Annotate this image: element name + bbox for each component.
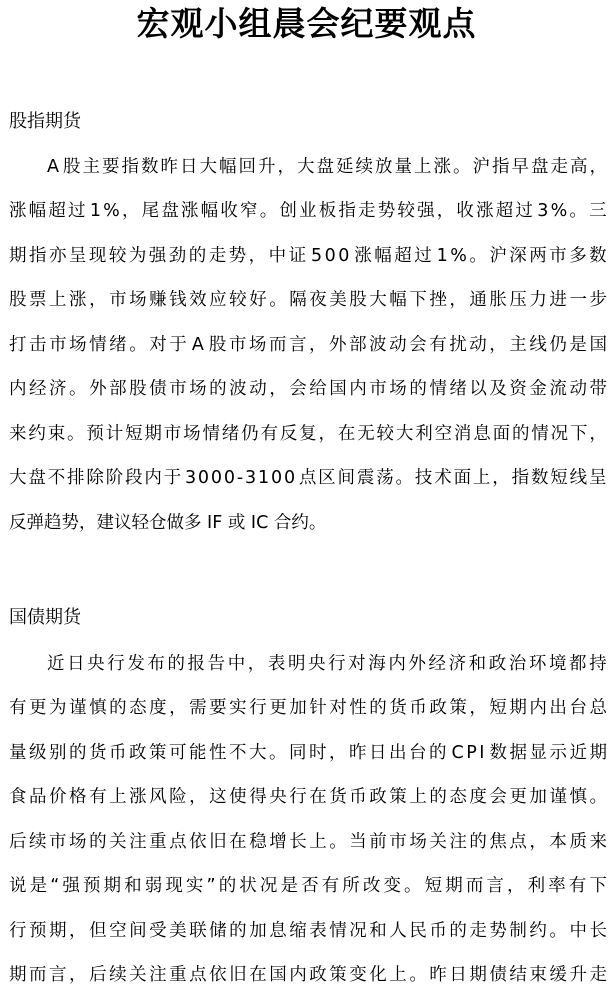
paragraph-line: 有 更 为 谨 慎 的 态 度 ， 需 要 实 行 更 加 针 对 性 的 货 币 政 策 ， 短 期 内 出 台 总 bbox=[9, 698, 607, 718]
paragraph-line: 期 指 亦 呈 现 较 为 强 劲 的 走 势 ， 中 证 5 0 0 涨 幅 超 过 1 % 。 沪 深 两 市 多 数 bbox=[9, 246, 607, 266]
paragraph-line: 打 击 市 场 情 绪 。 对 于 A 股 市 场 而 言 ， 外 部 波 动 会 有 扰 动 ， 主 线 仍 是 国 bbox=[9, 335, 607, 355]
paragraph-line: 行 预 期 ， 但 空 间 受 美 联 储 的 加 息 缩 表 情 况 和 人 民 币 的 走 势 制 约 。 中 长 bbox=[9, 921, 607, 941]
paragraph-line: 后 续 市 场 的 关 注 重 点 依 旧 在 稳 增 长 上 。 当 前 市 场 关 注 的 焦 点 ， 本 质 来 bbox=[9, 832, 607, 852]
paragraph-line: A 股 主 要 指 数 昨 日 大 幅 回 升 ， 大 盘 延 续 放 量 上 涨 。 沪 指 早 盘 走 高 ， bbox=[47, 157, 607, 177]
section-heading-treasury-futures: 国债期货 bbox=[9, 607, 81, 628]
paragraph-line: 期 而 言 ， 后 续 关 注 重 点 依 旧 在 国 内 政 策 变 化 上 。 昨 日 期 债 结 束 缓 升 走 bbox=[9, 965, 607, 985]
section-heading-stock-index-futures: 股指期货 bbox=[9, 111, 81, 132]
paragraph-line: 涨 幅 超 过 1 % ， 尾 盘 涨 幅 收 窄 。 创 业 板 指 走 势 较 强 ， 收 涨 超 过 3 % 。 三 bbox=[9, 201, 607, 221]
paragraph-line: 反弹趋势，建议轻仓做多 IF 或 IC 合约。 bbox=[9, 513, 327, 533]
paragraph-line: 股 票 上 涨 ， 市 场 赚 钱 效 应 较 好 。 隔 夜 美 股 大 幅 下 挫 ， 通 胀 压 力 进 一 步 bbox=[9, 290, 607, 310]
paragraph-line: 内 经 济 。 外 部 股 债 市 场 的 波 动 ， 会 给 国 内 市 场 的 情 绪 以 及 资 金 流 动 带 bbox=[9, 379, 607, 399]
paragraph-line: 说 是 “ 强 预 期 和 弱 现 实 ” 的 状 况 是 否 有 所 改 变 。 短 期 而 言 ， 利 率 有 下 bbox=[9, 876, 607, 896]
paragraph-line: 近 日 央 行 发 布 的 报 告 中 ， 表 明 央 行 对 海 内 外 经 济 和 政 治 环 境 都 持 bbox=[47, 654, 607, 674]
document-title: 宏观小组晨会纪要观点 bbox=[136, 4, 477, 43]
paragraph-line: 量 级 别 的 货 币 政 策 可 能 性 不 大 。 同 时 ， 昨 日 出 台 的 C P I 数 据 显 示 近 期 bbox=[9, 743, 607, 763]
paragraph-line: 来 约 束 。 预 计 短 期 市 场 情 绪 仍 有 反 复 ， 在 无 较 大 利 空 消 息 面 的 情 况 下 ， bbox=[9, 424, 607, 444]
paragraph-line: 食 品 价 格 有 上 涨 风 险 ， 这 使 得 央 行 在 货 币 政 策 上 的 态 度 会 更 加 谨 慎 。 bbox=[9, 787, 607, 807]
paragraph-line: 大 盘 不 排 除 阶 段 内 于 3 0 0 0 - 3 1 0 0 点 区 间 震 荡 。 技 术 面 上 ， 指 数 短 线 呈 bbox=[9, 468, 607, 488]
